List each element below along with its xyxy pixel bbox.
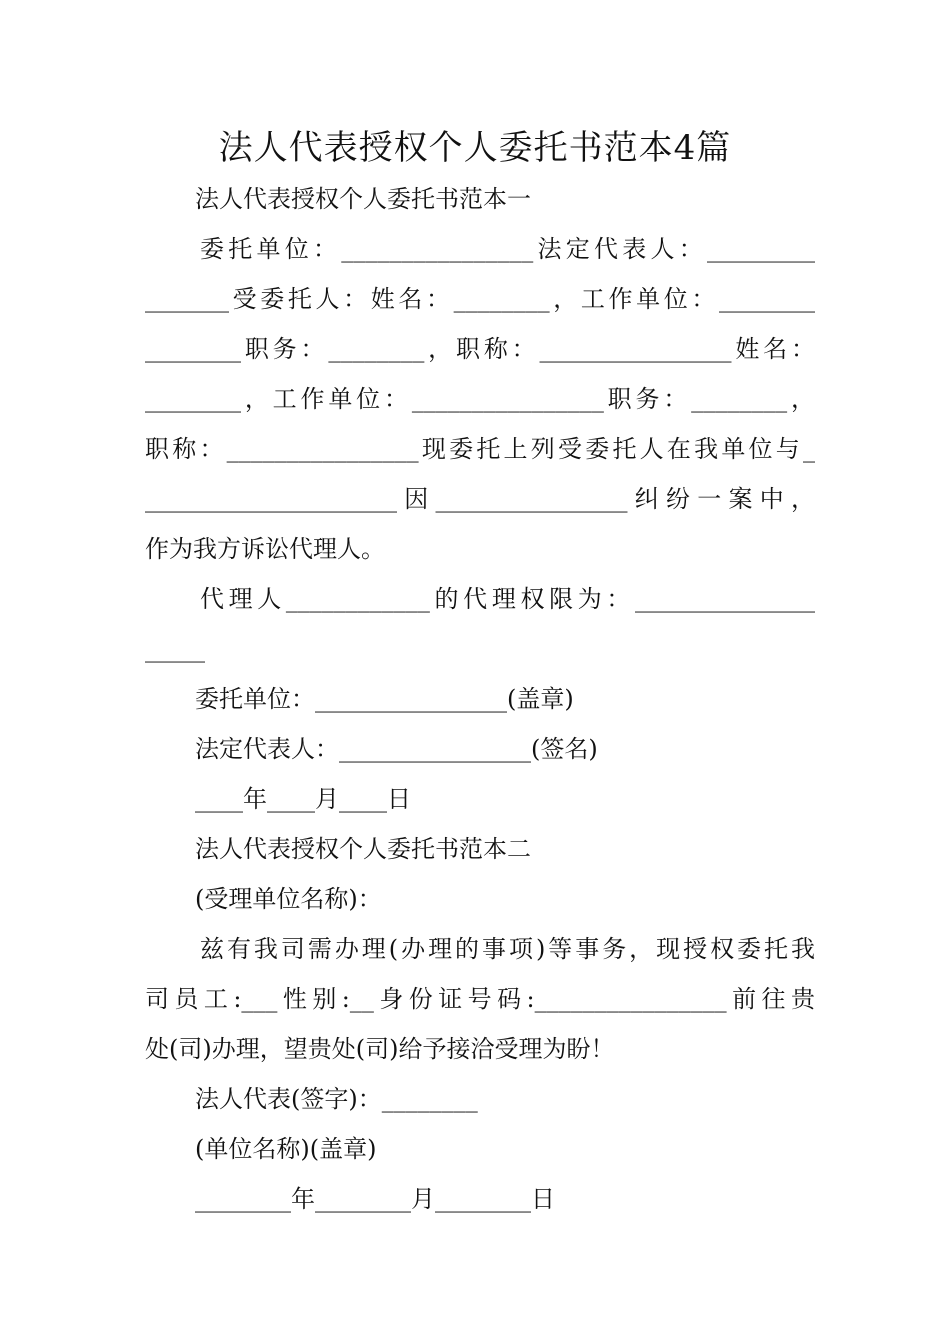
signature-line: 委托单位：________________(盖章)	[195, 685, 574, 713]
paragraph-line: 作为我方诉讼代理人。	[145, 535, 385, 563]
paragraph-line: _____________________因________________纠纷一案中，	[145, 485, 815, 513]
paragraph-line: _____	[145, 635, 205, 663]
paragraph-line: 委托单位：________________法定代表人：_________	[200, 235, 815, 263]
signature-line: 法人代表(签字)：________	[195, 1085, 478, 1113]
date-line: ____年____月____日	[195, 785, 411, 813]
paragraph-line: ________职务：________，职称：________________姓名：	[145, 335, 815, 363]
paragraph-line: 司员工:___性别:__身份证号码:________________前往贵	[145, 985, 815, 1013]
signature-line: 法定代表人：________________(签名)	[195, 735, 598, 763]
date-line: ________年________月________日	[195, 1185, 555, 1213]
paragraph-line: 代理人____________的代理权限为：_______________	[200, 585, 815, 613]
paragraph-line: ________，工作单位：________________职务：________，	[145, 385, 815, 413]
section-heading-2: 法人代表授权个人委托书范本二	[195, 835, 531, 863]
document-title: 法人代表授权个人委托书范本4篇	[218, 128, 732, 168]
section-heading-1: 法人代表授权个人委托书范本一	[195, 185, 531, 213]
paragraph-line: 处(司)办理，望贵处(司)给予接洽受理为盼！	[145, 1035, 615, 1063]
paragraph-line: (受理单位名称)：	[195, 885, 382, 913]
paragraph-line: _______受委托人：姓名：________，工作单位：________	[145, 285, 815, 313]
paragraph-line: 兹有我司需办理(办理的事项)等事务，现授权委托我	[200, 935, 815, 963]
paragraph-line: 职称：________________现委托上列受委托人在我单位与_	[145, 435, 815, 463]
signature-line: (单位名称)(盖章)	[195, 1135, 377, 1163]
